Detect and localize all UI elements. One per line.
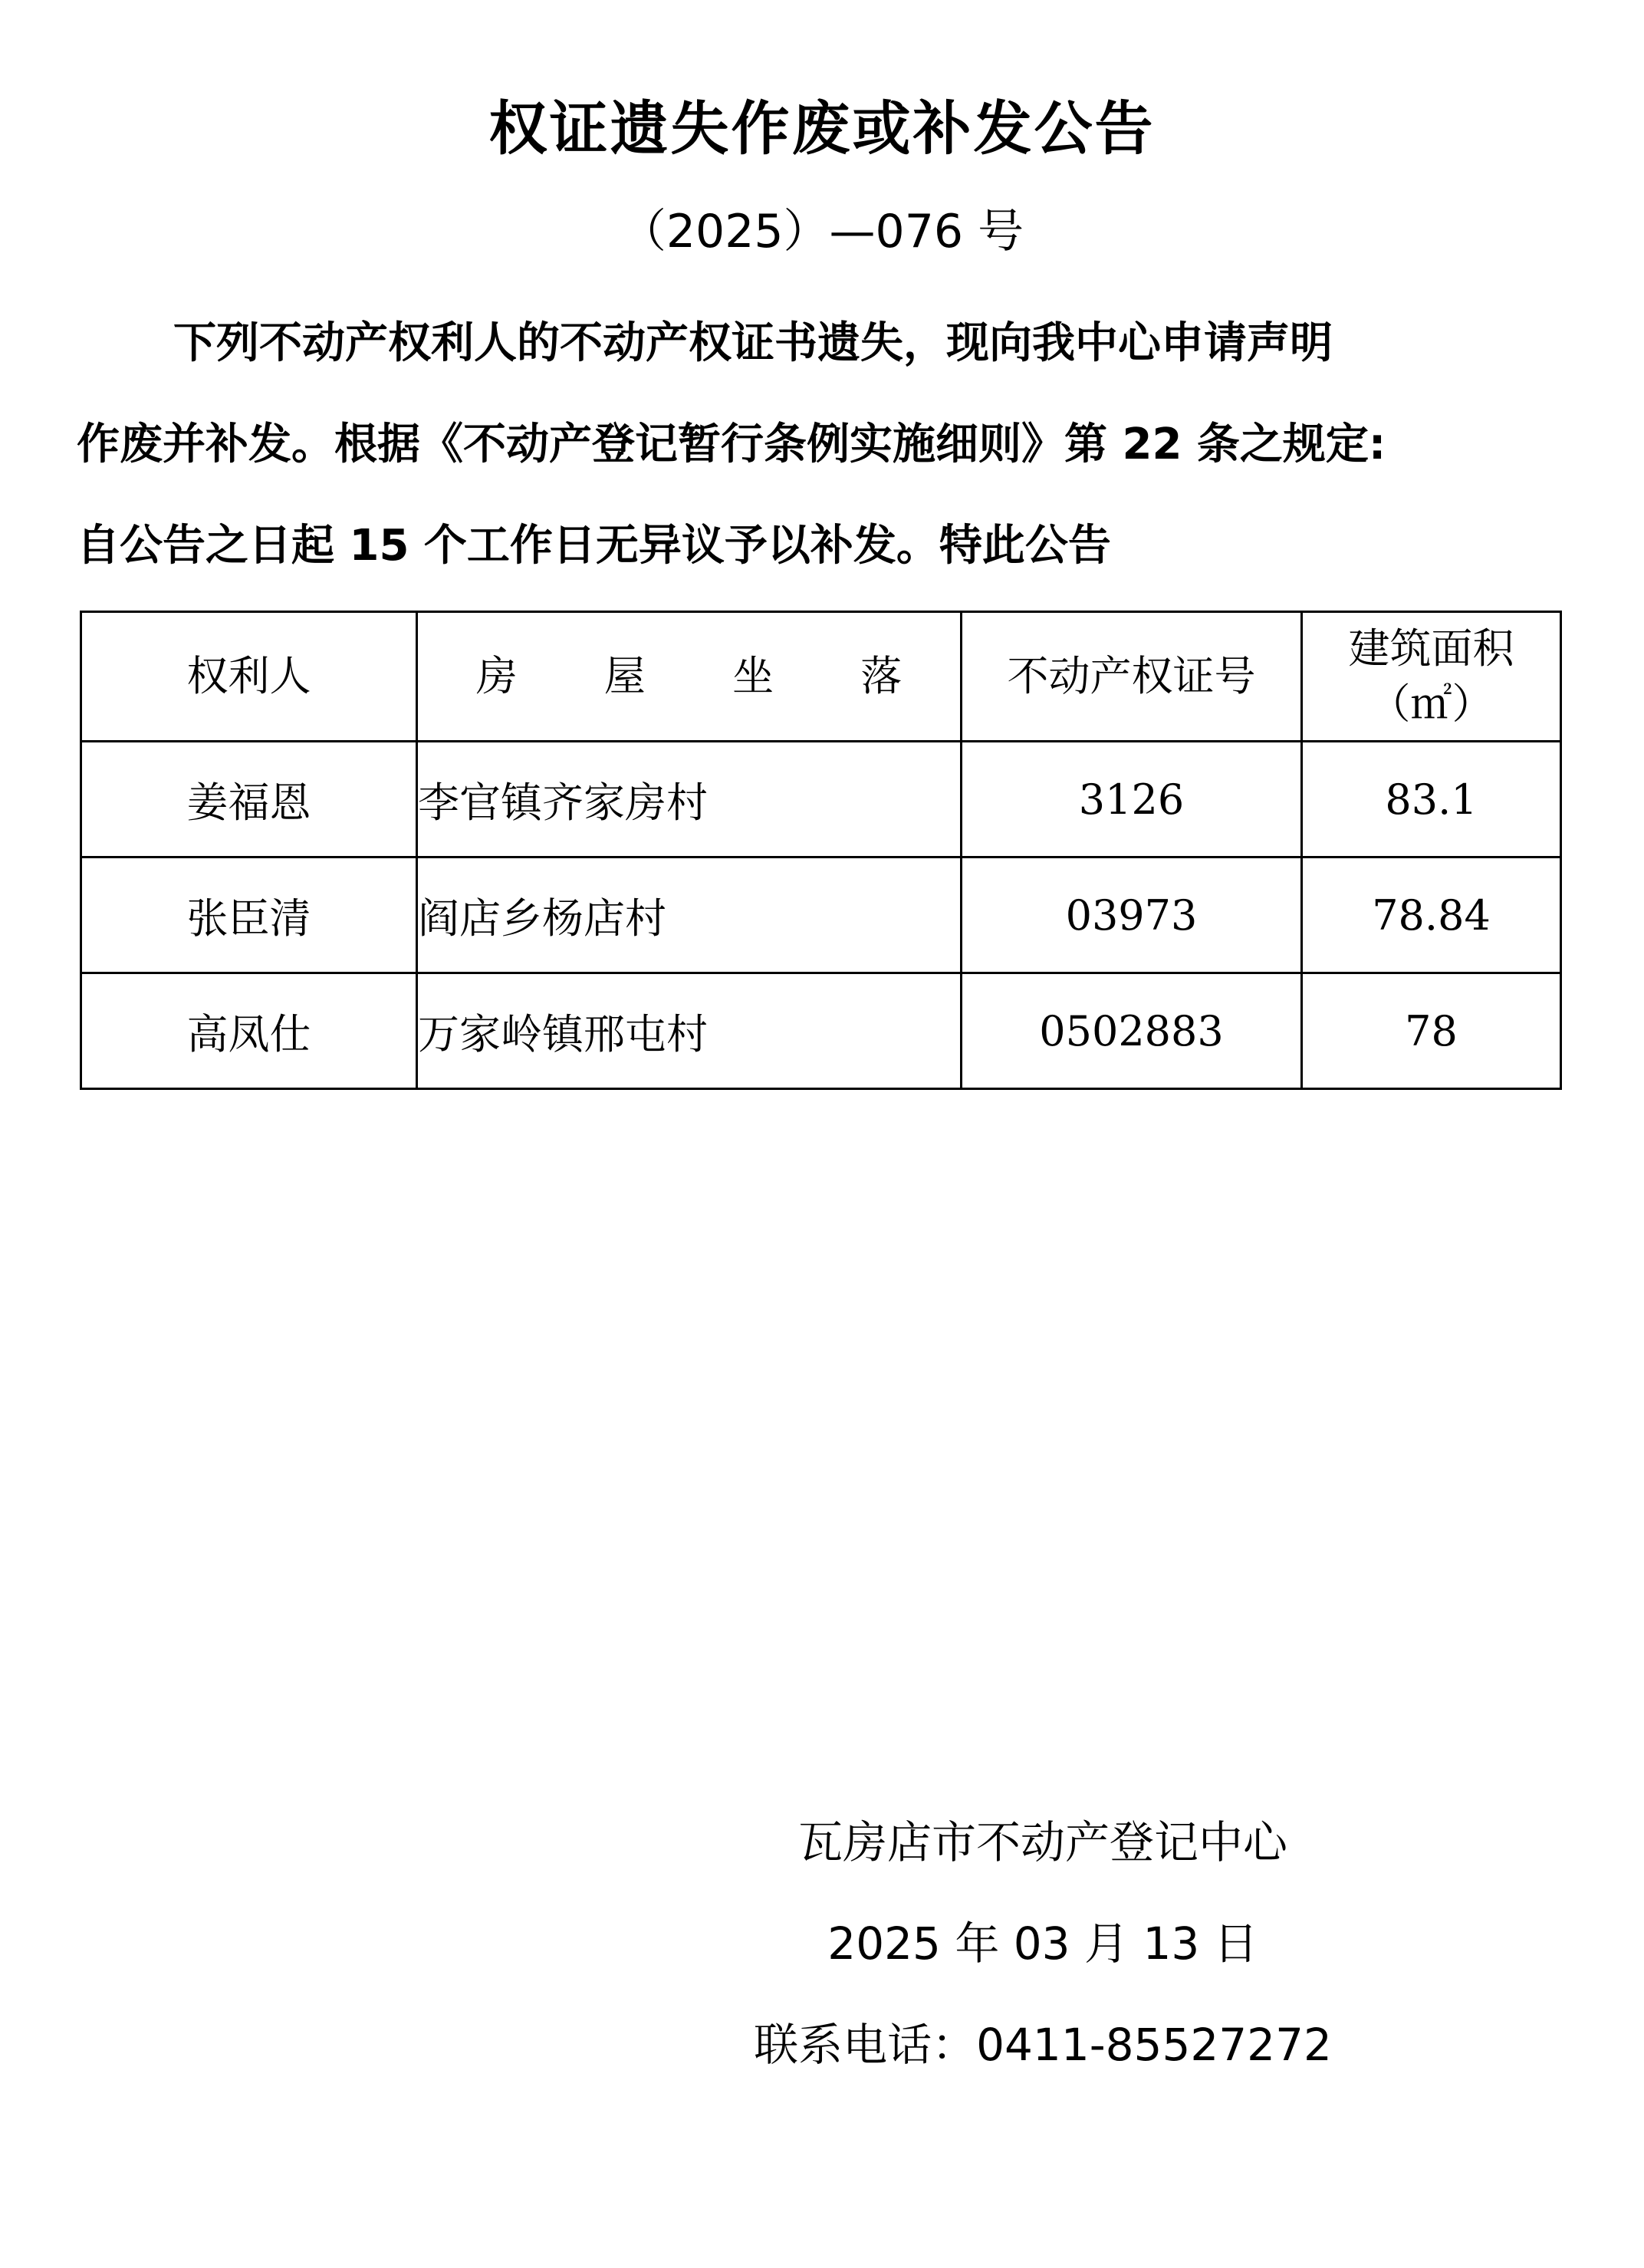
notice-paragraph-line-3: 自公告之日起 15 个工作日无异议予以补发。特此公告: [77, 521, 1111, 571]
notice-paragraph-line-2: 作废并补发。根据《不动产登记暂行条例实施细则》第 22 条之规定:: [77, 420, 1386, 469]
header-area-label: 建筑面积: [1348, 624, 1514, 673]
notice-number: （2025）—076 号: [620, 205, 1024, 258]
notice-title: 权证遗失作废或补发公告: [488, 94, 1156, 163]
cell-location: 李官镇齐家房村: [417, 742, 962, 857]
cell-location: 万家岭镇邢屯村: [417, 973, 962, 1089]
cell-holder: 高凤仕: [81, 973, 417, 1089]
cell-certificate: 03973: [962, 857, 1302, 973]
cell-area: 78.84: [1302, 857, 1561, 973]
table-row: [81, 973, 1561, 1089]
cell-holder: 张臣清: [81, 857, 417, 973]
cell-certificate: 3126: [962, 742, 1302, 857]
contact-phone: 联系电话：0411-85527272: [754, 2019, 1332, 2071]
header-holder: 权利人: [81, 612, 417, 742]
cell-location: 阎店乡杨店村: [417, 857, 962, 973]
cell-certificate: 0502883: [962, 973, 1302, 1089]
issue-date: 2025 年 03 月 13 日: [827, 1917, 1258, 1970]
notice-paragraph-line-1: 下列不动产权利人的不动产权证书遗失，现向我中心申请声明: [173, 318, 1333, 368]
issuing-organization: 瓦房店市不动产登记中心: [797, 1816, 1287, 1868]
cell-area: 83.1: [1302, 742, 1561, 857]
table-row: [81, 742, 1561, 857]
table-header-row: [81, 612, 1561, 742]
certificate-table: [80, 611, 1562, 1090]
header-area: [1302, 612, 1561, 742]
header-area-unit: （㎡）: [1369, 680, 1494, 728]
cell-area: 78: [1302, 973, 1561, 1089]
cell-holder: 姜福恩: [81, 742, 417, 857]
table-row: [81, 857, 1561, 973]
header-certificate: 不动产权证号: [962, 612, 1302, 742]
header-location: 房 屋 坐 落: [417, 612, 962, 742]
